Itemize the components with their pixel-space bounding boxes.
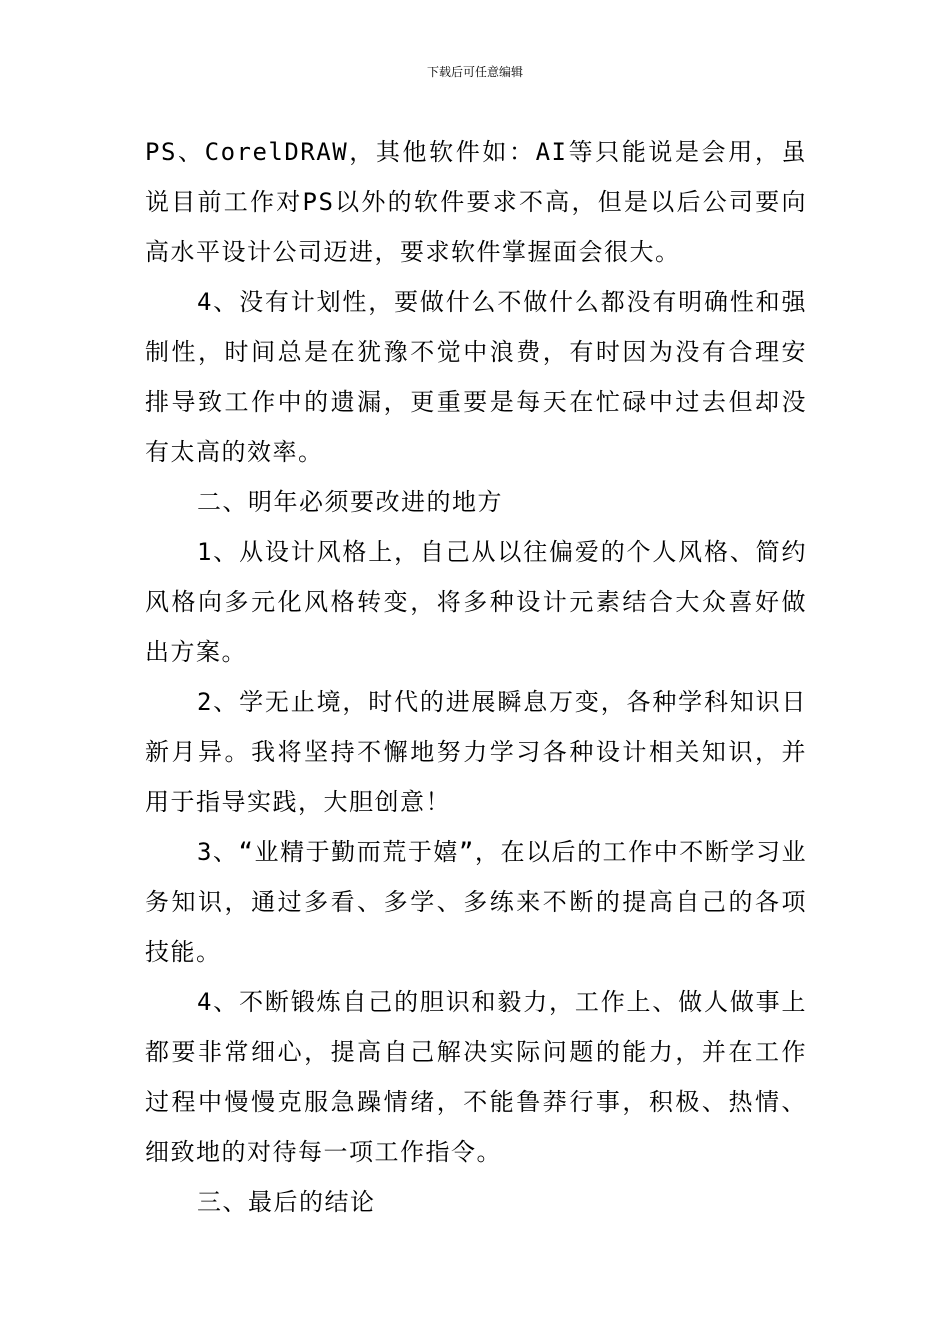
document-body	[145, 127, 807, 1227]
paragraph-diligence: 3、“业精于勤而荒于嬉”，在以后的工作中不断学习业务知识，通过多看、多学、多练来不断的提高自己的各项技能。	[145, 838, 807, 966]
paragraph-no-planning: 4、没有计划性，要做什么不做什么都没有明确性和强制性，时间总是在犹豫不觉中浪费，有时因为没有合理安排导致工作中的遗漏，更重要是每天在忙碌中过去但却没有太高的效率。	[145, 288, 807, 466]
paragraph-design-style: 1、从设计风格上，自己从以往偏爱的个人风格、简约风格向多元化风格转变，将多种设计元素结合大众喜好做出方案。	[145, 538, 807, 666]
section-heading-conclusion: 三、最后的结论	[197, 1188, 376, 1216]
paragraph-software-skills: PS、CorelDRAW，其他软件如：AI等只能说是会用，虽说目前工作对PS以外的软件要求不高，但是以后公司要向高水平设计公司迈进，要求软件掌握面会很大。	[145, 138, 807, 266]
section-heading-improvements: 二、明年必须要改进的地方	[197, 488, 503, 516]
paragraph-keep-learning: 2、学无止境，时代的进展瞬息万变，各种学科知识日新月异。我将坚持不懈地努力学习各种设计相关知识，并用于指导实践，大胆创意！	[145, 688, 807, 816]
paragraph-courage-perseverance: 4、不断锻炼自己的胆识和毅力，工作上、做人做事上都要非常细心，提高自己解决实际问题的能力，并在工作过程中慢慢克服急躁情绪，不能鲁莽行事，积极、热情、细致地的对待每一项工作指令。	[145, 988, 807, 1166]
page-header: 下载后可任意编辑	[426, 65, 523, 79]
